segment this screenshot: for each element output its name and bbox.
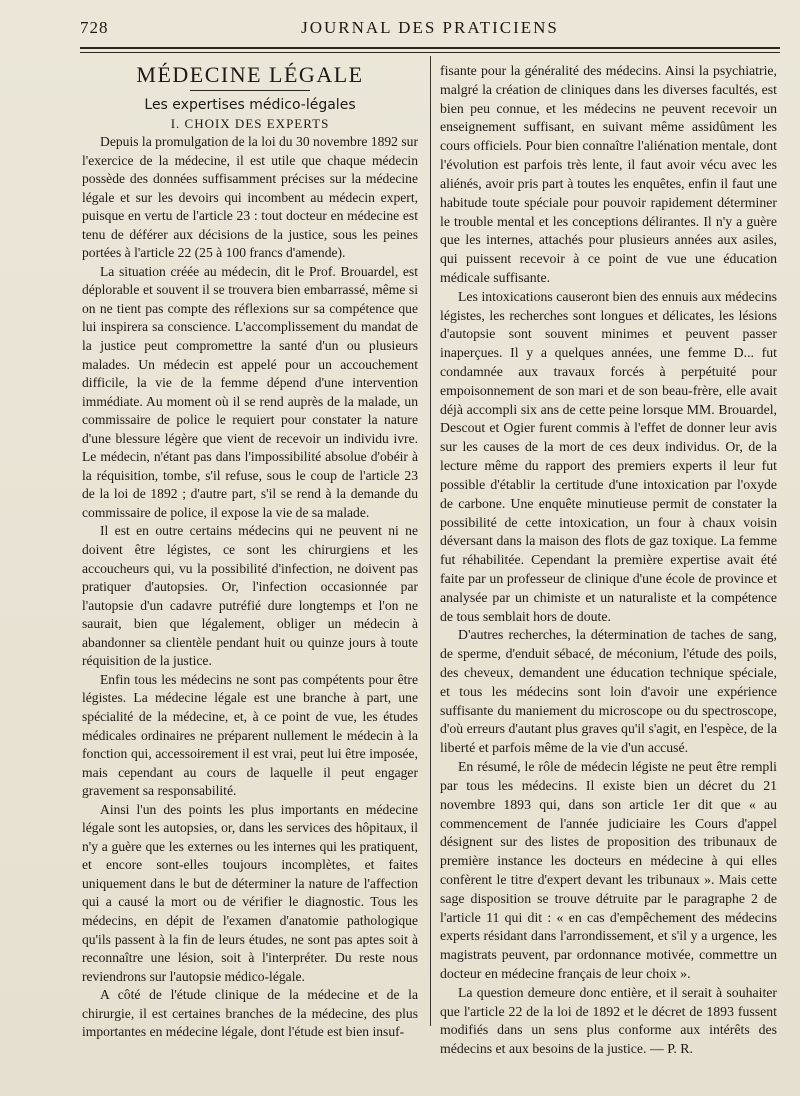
right-column (440, 62, 777, 1059)
paragraph: Il est en outre certains médecins qui ne peuvent ni ne doivent être légistes, ce sont les chirurgiens et les accoucheurs qui, vu la possibilité d'infection, ne doivent pas pratiquer d'autopsies. Or, l'infection occasionnée par l'autopsie d'un cadavre putréfié dure longtemps et l'on ne saurait, bien que légalement, obliger un médecin à abandonner sa clientèle pendant huit ou quinze jours à toute réquisition de la justice. (82, 523, 418, 669)
paragraph: Enfin tous les médecins ne sont pas compétents pour être légistes. La médecine légale est une branche à part, une spécialité de la médecine, et, à ce point de vue, les études médicales ordinaires ne préparent nullement le médecin à la fonction qui, accessoirement il est vrai, peut lui être imposée, mais cependant au cours de laquelle il peut engager gravement sa responsabilité. (82, 671, 418, 799)
article-subtitle: Les expertises médico-légales (144, 97, 356, 113)
paragraph: A côté de l'étude clinique de la médecine et de la chirurgie, il est certaines branches de la médecine, des plus importantes en médecine légale, dont l'étude est bien insuf- (82, 987, 418, 1040)
page-header (80, 16, 780, 38)
header-rule (80, 47, 780, 53)
paragraph: fisante pour la généralité des médecins. Ainsi la psychiatrie, malgré la création de cliniques dans les diverses facultés, est bien peu connue, et les médecins ne peuvent recevoir un enseignement suffisant, en suivant même assidûment les cours officiels. Pour bien connaître l'aliénation mentale, dont l'évolution est parfois très lente, il faut avoir vécu avec les aliénés, avoir pris part à toutes les enquêtes, enfin il faut une habitude toute spéciale pour pouvoir rapidement déterminer le trouble mental et les conceptions délirantes. Il n'y a guère que les internes, attachés pour plusieurs années aux asiles, qui puissent recevoir à ce point de vue une éducation médicale suffisante. (440, 63, 777, 285)
page-number: 728 (80, 18, 109, 37)
left-column (82, 58, 418, 1042)
subsection-heading: I. CHOIX DES EXPERTS (170, 116, 330, 131)
column-divider (430, 56, 431, 1026)
section-title: MÉDECINE LÉGALE (136, 62, 364, 87)
running-title: JOURNAL DES PRATICIENS (301, 18, 559, 37)
paragraph: Depuis la promulgation de la loi du 30 novembre 1892 sur l'exercice de la médecine, il est utile que chaque médecin possède des données suffisamment précises sur la médecine légale et sur les devoirs qui incombent au médecin expert, puisque en vertu de l'article 23 : tout docteur en médecine est tenu de déférer aux décisions de la justice, sous les peines portées à l'article 22 (25 à 100 francs d'amende). (82, 134, 418, 261)
paragraph: En résumé, le rôle de médecin légiste ne peut être rempli par tous les médecins. Il existe bien un décret du 21 novembre 1893 qui, dans son article 1er dit que « au commencement de l'année judiciaire les Cours d'appel désignent sur des listes de proposition des tribunaux de première instance les docteurs en médecine à qui elles confèrent le titre d'expert devant les tribunaux ». Mais cette sage disposition se trouve détruite par le paragraphe 2 de l'article 11 qui dit : « en cas d'empêchement des médecins experts résidant dans l'arrondissement, et s'il y a urgence, les magistrats peuvent, par ordonnance motivée, commettre un docteur en médecine français de leur choix ». (440, 759, 777, 981)
paragraph: D'autres recherches, la détermination de taches de sang, de sperme, d'enduit sébacé, de méconium, l'étude des poils, des cheveux, demandent une éducation technique spéciale, et tous les médecins sont loin d'avoir une expérience suffisante du maniement du microscope ou du spectroscope, d'où erreurs d'autant plus graves qu'il s'agit, en l'espèce, de la liberté et parfois même de la vie d'un accusé. (440, 627, 777, 756)
title-rule (190, 90, 310, 91)
paragraph: La question demeure donc entière, et il serait à souhaiter que l'article 22 de la loi de 1892 et le décret de 1893 fussent modifiés dans un sens plus conforme aux intérêts des médecins et aux besoins de la justice. — P. R. (440, 984, 777, 1057)
paragraph: Les intoxications causeront bien des ennuis aux médecins légistes, les recherches sont longues et délicates, les lésions d'autopsie sont souvent minimes et peuvent passer inaperçues. Il y a quelques années, une femme D... fut condamnée aux travaux forcés à perpétuité pour empoisonnement de son mari et de son beau-frère, elle avait déjà accompli six ans de cette peine lorsque MM. Brouardel, Descout et Ogier furent commis à l'effet de donner leur avis sur les causes de la mort de ces deux individus. Or, de la lecture même du rapport des premiers experts il leur fut possible d'établir la certitude d'une intoxication par l'oxyde de carbone. Une enquête minutieuse permit de constater la possibilité de cette intoxication, un four à chaux voisin déversant dans la maison des flots de gaz toxique. La femme fut réhabilitée. Cependant la première expertise avait été faite par un professeur de clinique d'une école de province et analysée par un chimiste et un naturaliste et la compétence de tous semblait hors de doute. (440, 288, 777, 624)
paragraph: La situation créée au médecin, dit le Prof. Brouardel, est déplorable et souvent il se trouvera bien embarrassé, même si on ne tient pas compte des réflexions sur sa compétence que lui inspirera sa conscience. L'accomplissement du mandat de la justice peut compromettre la santé d'un ou plusieurs malades. Un médecin est appelé pour un accouchement difficile, la vie de la femme dépend d'une intervention immédiate. Au moment où il se rend auprès de la malade, un commissaire de police le requiert pour constater la nature d'une blessure légère que vient de recevoir un individu ivre. Le médecin, n'étant pas dans l'impossibilité absolue d'obéir à la réquisition, tombe, s'il refuse, sous le coup de l'article 23 de la loi de 1892 ; d'autre part, s'il se rend à la demande du commissaire de police, il expose la vie de sa malade. (82, 263, 418, 520)
paragraph: Ainsi l'un des points les plus importants en médecine légale sont les autopsies, or, dans les services des hôpitaux, il n'y a guère que les externes ou les internes qui les pratiquent, et encore sont-elles toujours incomplètes, et faites uniquement dans le but de déterminer la nature de l'affection qui a causé la mort ou de vérifier le diagnostic. Tous les médecins, en dépit de l'examen d'anatomie pathologique qu'ils passent à la fin de leurs études, ne sont pas aptes soit à reconnaître une lésion, soit à l'interpréter. Du reste nous reviendrons sur l'autopsie médico-légale. (82, 801, 418, 984)
